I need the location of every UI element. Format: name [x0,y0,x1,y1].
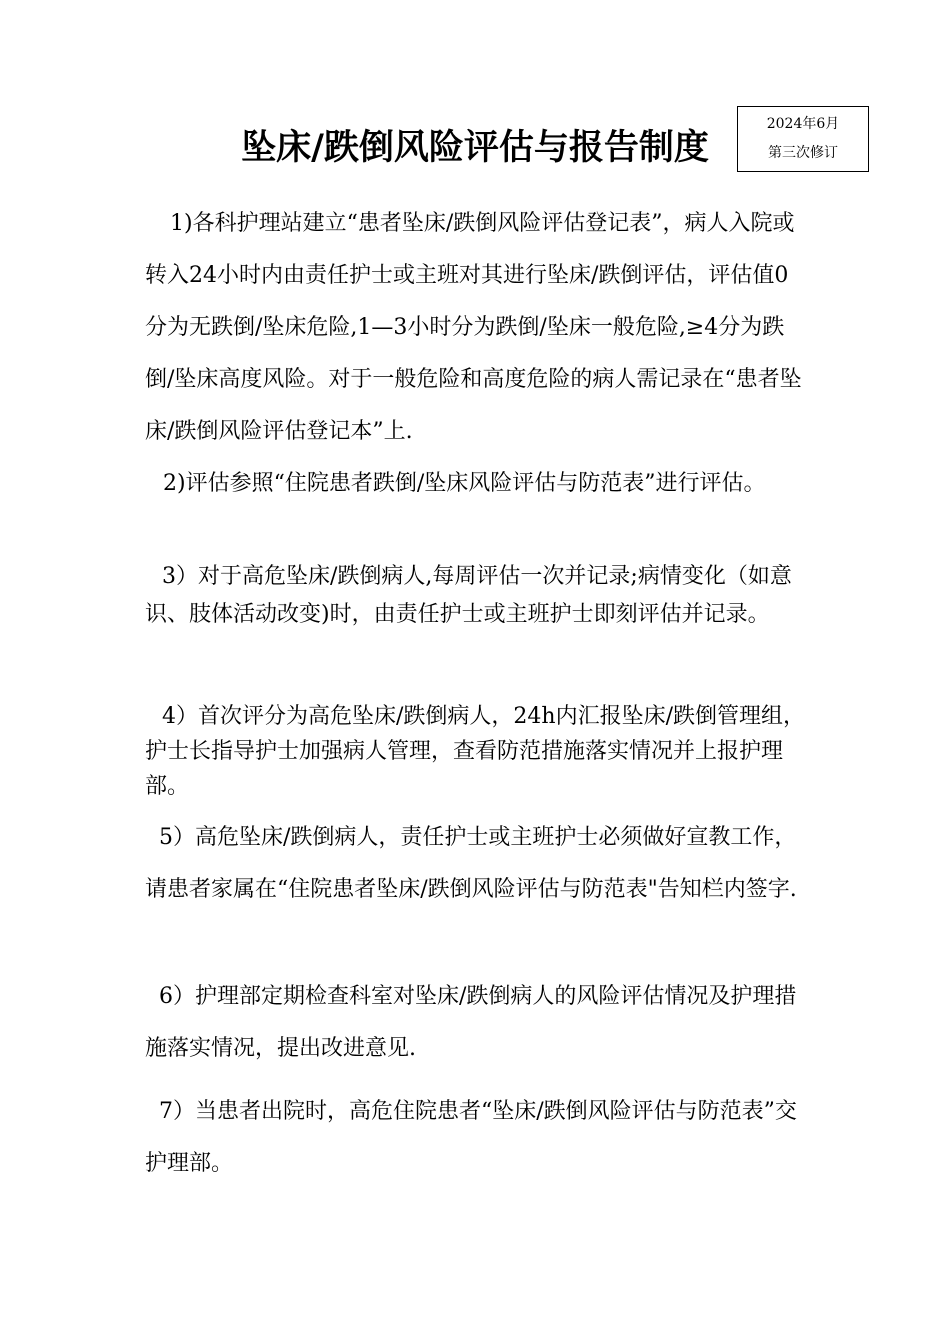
revision-date: 2024年6月 [766,116,840,132]
page-title: 坠床/跌倒风险评估与报告制度 [241,128,709,168]
paragraph-5: 5）高危坠床/跌倒病人，责任护士或主班护士必须做好宣教工作，请患者家属在“住院患者坠床/跌倒风险评估与防范表"告知栏内签字. [145,825,797,902]
paragraph-7: 7）当患者出院时，高危住院患者“坠床/跌倒风险评估与防范表”交护理部。 [145,1099,797,1176]
revision-note: 第三次修订 [768,145,838,161]
paragraph-4: 4）首次评分为高危坠床/跌倒病人，24h内汇报坠床/跌倒管理组，护士长指导护士加强病人管理，查看防范措施落实情况并上报护理部。 [145,704,805,799]
revision-box [737,106,869,172]
paragraph-3: 3）对于高危坠床/跌倒病人,每周评估一次并记录;病情变化（如意识、肢体活动改变)时，由责任护士或主班护士即刻评估并记录。 [145,564,792,627]
paragraph-1: 1)各科护理站建立“患者坠床/跌倒风险评估登记表”，病人入院或转入24小时内由责任护士或主班对其进行坠床/跌倒评估，评估值0分为无跌倒/坠床危险,1—3小时分为跌倒/坠床一般危险,≥4分为跌倒/坠床高度风险。对于一般危险和高度危险的病人需记录在“患者坠床/跌倒风险评估登记本”上. [145,211,802,444]
paragraph-2: 2)评估参照“住院患者跌倒/坠床风险评估与防范表”进行评估。 [163,471,766,496]
paragraph-6: 6）护理部定期检查科室对坠床/跌倒病人的风险评估情况及护理措施落实情况，提出改进意见. [145,984,797,1061]
